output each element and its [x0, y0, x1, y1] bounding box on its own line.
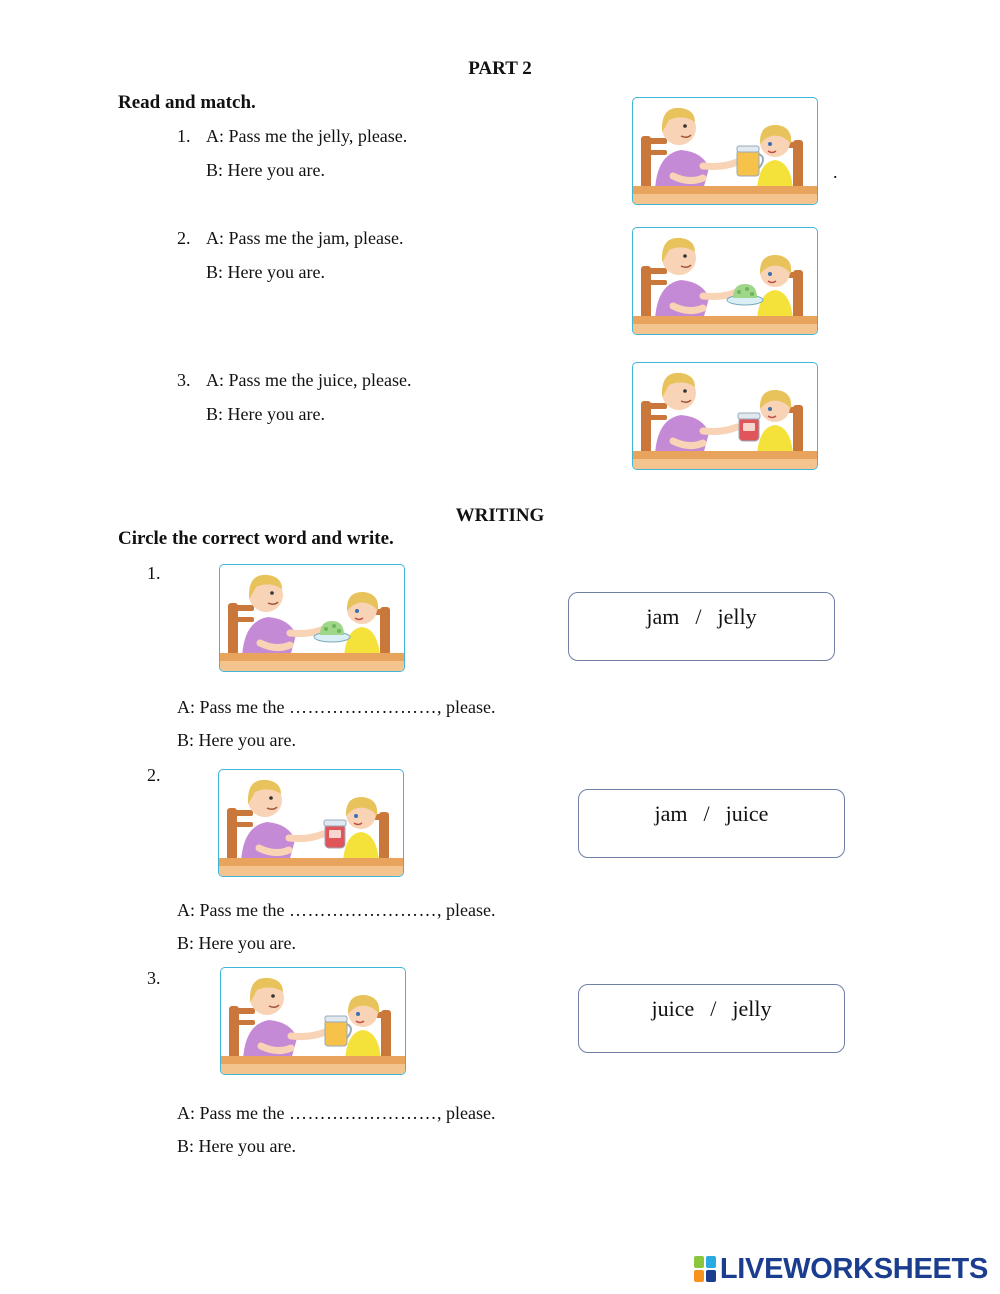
choice-juice[interactable]: juice — [651, 996, 695, 1021]
choice-jam[interactable]: jam — [646, 604, 680, 629]
writing-item-2-choices — [578, 789, 845, 858]
choice-juice[interactable]: juice — [725, 801, 769, 826]
line-a-prefix: A: Pass me the — [177, 900, 289, 920]
writing-item-1-line-b: B: Here you are. — [177, 730, 296, 750]
line-a-suffix: , please. — [437, 900, 496, 920]
juice-illustration — [633, 98, 817, 204]
logo-text: LIVEWORKSHEETS — [719, 1252, 988, 1285]
part2-title: PART 2 — [468, 58, 532, 79]
choice-separator: / — [695, 604, 702, 629]
writing-item-2-line-b: B: Here you are. — [177, 933, 296, 953]
jelly-illustration — [220, 565, 404, 671]
part2-item-1-line-a: A: Pass me the jelly, please. — [206, 126, 408, 146]
writing-item-1-num: 1. — [147, 563, 161, 583]
line-a-suffix: , please. — [437, 1103, 496, 1123]
writing-item-1-picture — [219, 564, 405, 672]
picture-juice-match[interactable] — [632, 97, 818, 205]
choice-jam[interactable]: jam — [654, 801, 688, 826]
writing-instruction: Circle the correct word and write. — [118, 528, 394, 549]
writing-item-3-num: 3. — [147, 968, 161, 988]
line-a-prefix: A: Pass me the — [177, 697, 289, 717]
part2-item-3-num: 3. — [177, 370, 191, 390]
picture-jelly-match[interactable] — [632, 227, 818, 335]
logo-grid-icon — [694, 1256, 716, 1282]
part2-item-2-line-a: A: Pass me the jam, please. — [206, 228, 404, 248]
writing-item-1-choices — [568, 592, 835, 661]
writing-item-3-blank[interactable]: …………………… — [289, 1103, 437, 1123]
part2-item-2-num: 2. — [177, 228, 191, 248]
juice-illustration — [221, 968, 405, 1074]
writing-item-2-line-a — [177, 900, 495, 921]
part2-item-1-num: 1. — [177, 126, 191, 146]
writing-item-3-line-b: B: Here you are. — [177, 1136, 296, 1156]
part2-item-3-line-b: B: Here you are. — [206, 404, 325, 424]
part2-instruction: Read and match. — [118, 92, 256, 113]
writing-item-2-num: 2. — [147, 765, 161, 785]
stray-dot: . — [833, 162, 838, 182]
writing-item-3-picture — [220, 967, 406, 1075]
writing-item-1-line-a — [177, 697, 495, 718]
choice-separator: / — [710, 996, 717, 1021]
writing-title: WRITING — [455, 505, 545, 526]
line-a-suffix: , please. — [437, 697, 496, 717]
part2-item-3-line-a: A: Pass me the juice, please. — [206, 370, 412, 390]
line-a-prefix: A: Pass me the — [177, 1103, 289, 1123]
picture-jam-match[interactable] — [632, 362, 818, 470]
writing-item-3-line-a — [177, 1103, 495, 1124]
part2-item-1-line-b: B: Here you are. — [206, 160, 325, 180]
writing-item-3-choices — [578, 984, 845, 1053]
choice-jelly[interactable]: jelly — [732, 996, 772, 1021]
writing-item-2-picture — [218, 769, 404, 877]
jam-illustration — [633, 363, 817, 469]
choice-jelly[interactable]: jelly — [717, 604, 757, 629]
jam-illustration — [219, 770, 403, 876]
jelly-illustration — [633, 228, 817, 334]
writing-item-2-blank[interactable]: …………………… — [289, 900, 437, 920]
liveworksheets-logo[interactable] — [694, 1254, 988, 1284]
writing-item-1-blank[interactable]: …………………… — [289, 697, 437, 717]
choice-separator: / — [703, 801, 710, 826]
part2-item-2-line-b: B: Here you are. — [206, 262, 325, 282]
